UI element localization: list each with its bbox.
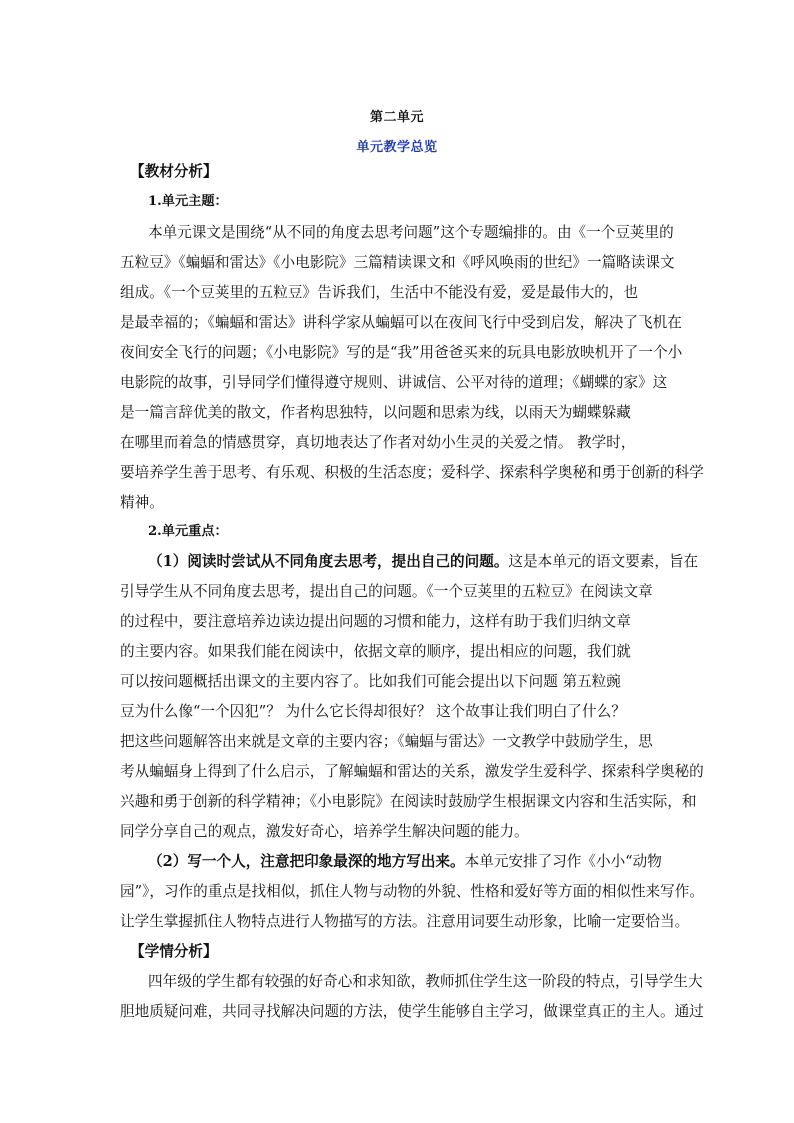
paragraph-line [148, 852, 662, 872]
paragraph-line: 是一篇言辞优美的散文，作者构思独特，以问题和思索为线，以雨天为蝴蝶躲藏 [120, 404, 631, 421]
paragraph-line: 让学生掌握抓住人物特点进行人物描写的方法。注意用词要生动形象，比喻一定要恰当。 [120, 913, 690, 930]
paragraph-line: 本单元课文是围绕“从不同的角度去思考问题”这个专题编排的。由《一个豆荚里的 [148, 224, 674, 241]
overview-title: 单元教学总览 [356, 140, 438, 155]
focus-2-lead: （2）写一个人，注意把印象最深的地方写出来。 [148, 853, 465, 870]
paragraph-line: 引导学生从不同角度去思考，提出自己的问题。《一个豆荚里的五粒豆》在阅读文章 [120, 583, 653, 600]
paragraph-line: 胆地质疑问难，共同寻找解决问题的方法，使学生能够自主学习，做课堂真正的主人。通过 [120, 1003, 704, 1020]
focus-1-rest: 这是本单元的语文要素，旨在 [508, 553, 699, 570]
paragraph-line: 豆为什么像“一个囚犯”？ 为什么它长得却很好？ 这个故事让我们明白了什么？ [120, 703, 626, 720]
paragraph-line: 园”》，习作的重点是找相似，抓住人物与动物的外貌、性格和爱好等方面的相似性来写作。 [120, 883, 704, 900]
paragraph-line: 可以按问题概括出课文的主要内容了。比如我们可能会提出以下问题 第五粒豌 [120, 673, 621, 690]
paragraph-line: 的过程中，要注意培养边读边提出问题的习惯和能力，这样有助于我们归纳文章 [120, 613, 631, 630]
paragraph-line: 考从蝙蝠身上得到了什么启示，了解蝙蝠和雷达的关系，激发学生爱科学、探索科学奥秘的 [120, 763, 704, 780]
section-heading-material-analysis: 【教材分析】 [130, 163, 218, 180]
paragraph-line: 五粒豆》《蝙蝠和雷达》《小电影院》三篇精读课文和《呼风唤雨的世纪》一篇略读课文 [120, 254, 675, 271]
paragraph-line: 兴趣和勇于创新的科学精神；《小电影院》在阅读时鼓励学生根据课文内容和生活实际，和 [120, 793, 697, 810]
paragraph-line: 把这些问题解答出来就是文章的主要内容；《蝙蝠与雷达》一文教学中鼓励学生，思 [120, 733, 653, 750]
subheading-unit-theme: 1.单元主题： [148, 194, 228, 209]
paragraph-line: 同学分享自己的观点，激发好奇心，培养学生解决问题的能力。 [120, 823, 529, 840]
section-heading-student-analysis: 【学情分析】 [130, 943, 218, 960]
paragraph-line: 精神。 [120, 494, 164, 511]
subheading-unit-focus: 2.单元重点： [148, 524, 228, 539]
paragraph-line: 要培养学生善于思考、有乐观、积极的生活态度；爱科学、探索科学奥秘和勇于创新的科学 [120, 464, 704, 481]
focus-1-lead: （1）阅读时尝试从不同角度去思考，提出自己的问题。 [148, 553, 509, 570]
paragraph-line: 在哪里而着急的情感贯穿，真切地表达了作者对幼小生灵的关爱之情。 教学时， [120, 434, 636, 451]
paragraph-line: 是最幸福的；《蝙蝠和雷达》讲科学家从蝙蝠可以在夜间飞行中受到启发，解决了飞机在 [120, 314, 682, 331]
paragraph-line: 电影院的故事，引导同学们懂得遵守规则、讲诚信、公平对待的道理；《蝴蝶的家》这 [120, 374, 668, 391]
unit-title: 第二单元 [369, 110, 424, 125]
paragraph-line: 夜间安全飞行的问题；《小电影院》写的是“我”用爸爸买来的玩具电影放映机开了一个小 [120, 344, 683, 361]
paragraph-line: 的主要内容。如果我们能在阅读中，依据文章的顺序，提出相应的问题，我们就 [120, 643, 631, 660]
paragraph-line [148, 552, 698, 572]
paragraph-line: 四年级的学生都有较强的好奇心和求知欲，教师抓住学生这一阶段的特点，引导学生大 [148, 973, 703, 990]
paragraph-line: 组成。《一个豆荚里的五粒豆》告诉我们，生活中不能没有爱，爱是最伟大的，也 [120, 284, 639, 301]
focus-2-rest: 本单元安排了习作《小小“动物 [464, 853, 662, 870]
